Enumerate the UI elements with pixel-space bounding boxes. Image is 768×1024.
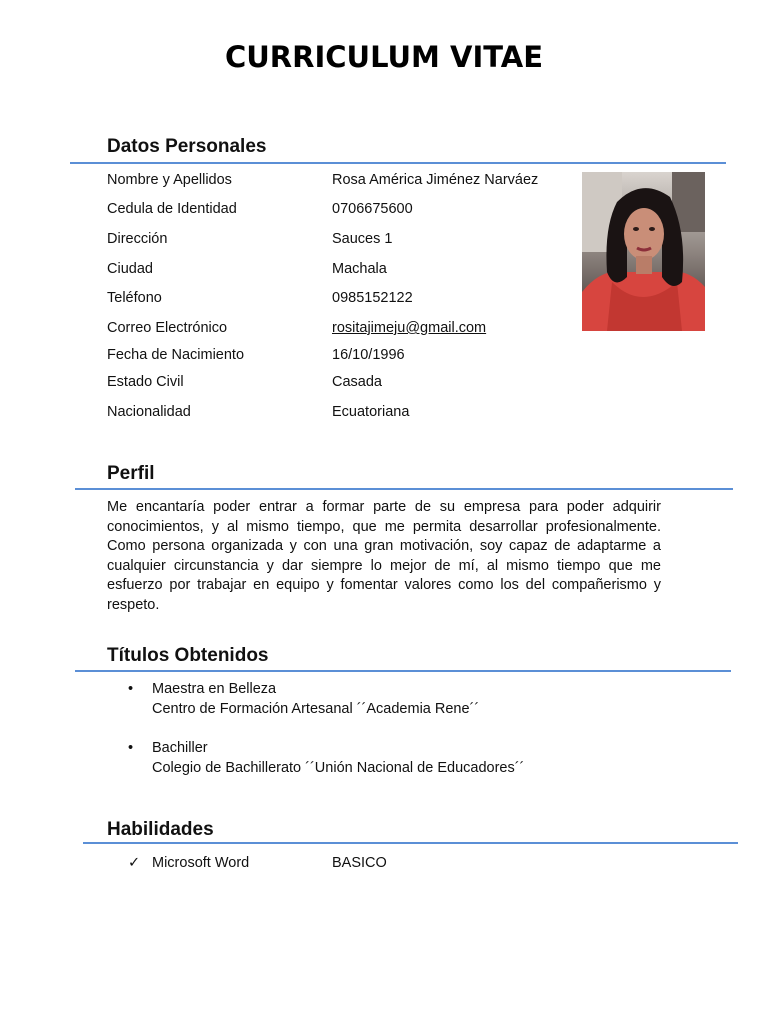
field-label: Ciudad (107, 261, 153, 277)
field-value: Casada (332, 374, 382, 390)
field-value: Ecuatoriana (332, 404, 410, 420)
section-heading-skills: Habilidades (107, 819, 214, 840)
document-title: CURRICULUM VITAE (224, 40, 544, 74)
section-heading-degrees: Títulos Obtenidos (107, 645, 269, 666)
profile-text: Me encantaría poder entrar a formar parte de su empresa para poder adquirir conocimientos, y al mismo tiempo, que me permita desarrollar profesionalmente. Como persona organizada y con una gran motivación, soy capaz de adaptarme a cualquier circunstancia y dar siempre lo mejor de mí, al mismo tiempo que me esfuerzo por trabajar en equipo y fomentar valores como los del compañerismo y respeto. (107, 499, 661, 613)
section-divider (70, 162, 726, 164)
section-heading-personal: Datos Personales (107, 136, 267, 157)
field-label: Teléfono (107, 290, 162, 306)
checkmark-icon: ✓ (128, 855, 141, 871)
field-value: 0706675600 (332, 201, 413, 217)
field-label: Cedula de Identidad (107, 201, 237, 217)
field-label: Dirección (107, 231, 168, 247)
field-value: Machala (332, 261, 387, 277)
field-label: Nacionalidad (107, 404, 191, 420)
field-label: Fecha de Nacimiento (107, 347, 245, 363)
degree-institution: Colegio de Bachillerato ´´Unión Nacional de Educadores´´ (152, 760, 525, 776)
field-label: Estado Civil (107, 374, 184, 390)
field-value: 0985152122 (332, 290, 413, 306)
section-divider (75, 670, 731, 672)
email-link[interactable]: rositajimeju@gmail.com (332, 320, 487, 336)
degree-title: Maestra en Belleza (152, 681, 277, 697)
section-divider (75, 488, 733, 490)
bullet-icon: • (128, 681, 134, 697)
field-value: Rosa América Jiménez Narváez (332, 172, 539, 188)
bullet-icon: • (128, 740, 134, 756)
field-value: 16/10/1996 (332, 347, 405, 363)
field-value: Sauces 1 (332, 231, 393, 247)
section-divider (83, 842, 738, 844)
profile-photo (582, 172, 705, 331)
field-label: Correo Electrónico (107, 320, 228, 336)
section-heading-profile: Perfil (107, 463, 155, 484)
field-label: Nombre y Apellidos (107, 172, 232, 188)
degree-title: Bachiller (152, 740, 208, 756)
degree-institution: Centro de Formación Artesanal ´´Academia Rene´´ (152, 701, 480, 717)
skill-level: BASICO (332, 855, 387, 871)
skill-name: Microsoft Word (152, 855, 250, 871)
